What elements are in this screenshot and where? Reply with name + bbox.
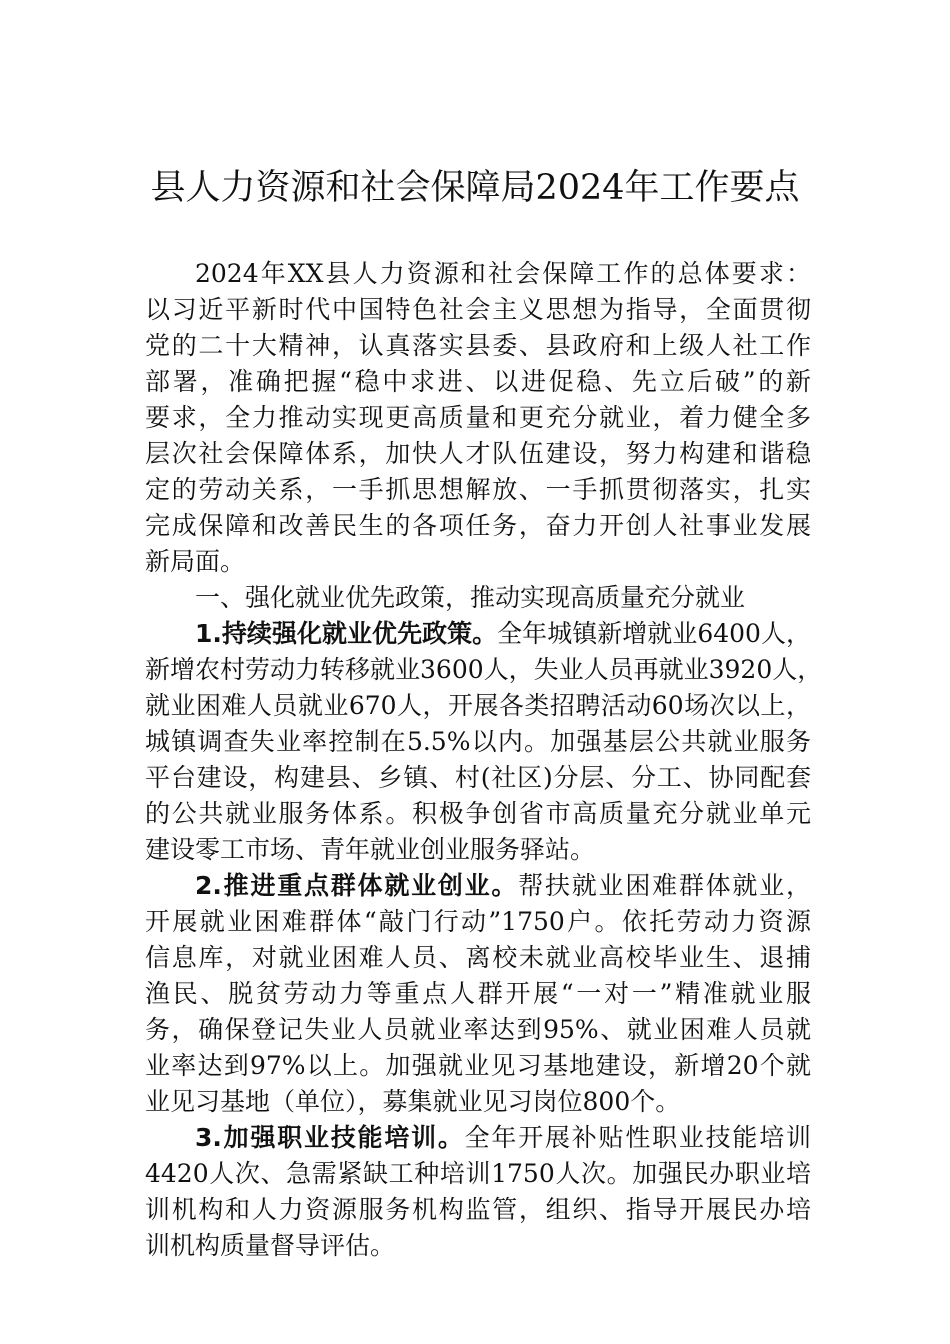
item-3-lead: 3.加强职业技能培训。 bbox=[195, 1123, 465, 1152]
item-2-line: 业见习基地（单位），募集就业见习岗位800个。 bbox=[145, 1087, 681, 1116]
item-1-lead: 1.持续强化就业优先政策。 bbox=[195, 619, 498, 648]
item-1-first-line bbox=[145, 616, 811, 652]
item-2-line: 渔民、脱贫劳动力等重点人群开展“一对一”精准就业服 bbox=[145, 979, 811, 1008]
item-2-paragraph bbox=[145, 868, 811, 1120]
intro-line: 定的劳动关系，一手抓思想解放、一手抓贯彻落实，扎实 bbox=[145, 475, 811, 504]
item-2-first-rest: 帮扶就业困难群体就业， bbox=[518, 871, 811, 900]
section-heading: 一、强化就业优先政策，推动实现高质量充分就业 bbox=[195, 583, 746, 612]
item-2-line: 业率达到97%以上。加强就业见习基地建设，新增20个就 bbox=[145, 1051, 811, 1080]
item-2-line: 开展就业困难群体“敲门行动”1750户。依托劳动力资源 bbox=[145, 907, 811, 936]
intro-paragraph bbox=[145, 256, 811, 580]
item-1-line: 新增农村劳动力转移就业3600人，失业人员再就业3920人， bbox=[145, 655, 823, 684]
intro-line: 2024年XX县人力资源和社会保障工作的总体要求： bbox=[195, 259, 811, 288]
item-1-line: 城镇调查失业率控制在5.5%以内。加强基层公共就业服务 bbox=[145, 727, 811, 756]
item-2-line: 务，确保登记失业人员就业率达到95%、就业困难人员就 bbox=[145, 1015, 811, 1044]
item-3-line: 训机构和人力资源服务机构监管，组织、指导开展民办培 bbox=[145, 1195, 811, 1224]
item-2-first-line bbox=[145, 868, 811, 904]
item-3-line: 训机构质量督导评估。 bbox=[145, 1231, 396, 1260]
item-1-line: 建设零工市场、青年就业创业服务驿站。 bbox=[145, 835, 596, 864]
document-body bbox=[145, 256, 823, 1264]
item-1-line: 的公共就业服务体系。积极争创省市高质量充分就业单元 bbox=[145, 799, 811, 828]
intro-line: 部署，准确把握“稳中求进、以进促稳、先立后破”的新 bbox=[145, 367, 811, 396]
intro-line: 以习近平新时代中国特色社会主义思想为指导，全面贯彻 bbox=[145, 295, 811, 324]
item-3-line: 4420人次、急需紧缺工种培训1750人次。加强民办职业培 bbox=[145, 1159, 811, 1188]
item-2-lead: 2.推进重点群体就业创业。 bbox=[195, 871, 519, 900]
item-1-line: 就业困难人员就业670人，开展各类招聘活动60场次以上， bbox=[145, 691, 811, 720]
item-3-first-line bbox=[145, 1120, 811, 1156]
item-1-line: 平台建设，构建县、乡镇、村(社区)分层、分工、协同配套 bbox=[145, 763, 811, 792]
item-1-paragraph bbox=[145, 616, 823, 868]
intro-line: 层次社会保障体系，加快人才队伍建设，努力构建和谐稳 bbox=[145, 439, 811, 468]
item-2-line: 信息库，对就业困难人员、离校未就业高校毕业生、退捕 bbox=[145, 943, 811, 972]
intro-line: 党的二十大精神，认真落实县委、县政府和上级人社工作 bbox=[145, 331, 811, 360]
item-1-first-rest: 全年城镇新增就业6400人， bbox=[497, 619, 811, 648]
intro-line: 要求，全力推动实现更高质量和更充分就业，着力健全多 bbox=[145, 403, 811, 432]
item-3-first-rest: 全年开展补贴性职业技能培训 bbox=[464, 1123, 811, 1152]
item-3-paragraph bbox=[145, 1120, 811, 1264]
document-title: 县人力资源和社会保障局2024年工作要点 bbox=[150, 168, 800, 208]
intro-line: 新局面。 bbox=[145, 547, 246, 576]
intro-line: 完成保障和改善民生的各项任务，奋力开创人社事业发展 bbox=[145, 511, 811, 540]
